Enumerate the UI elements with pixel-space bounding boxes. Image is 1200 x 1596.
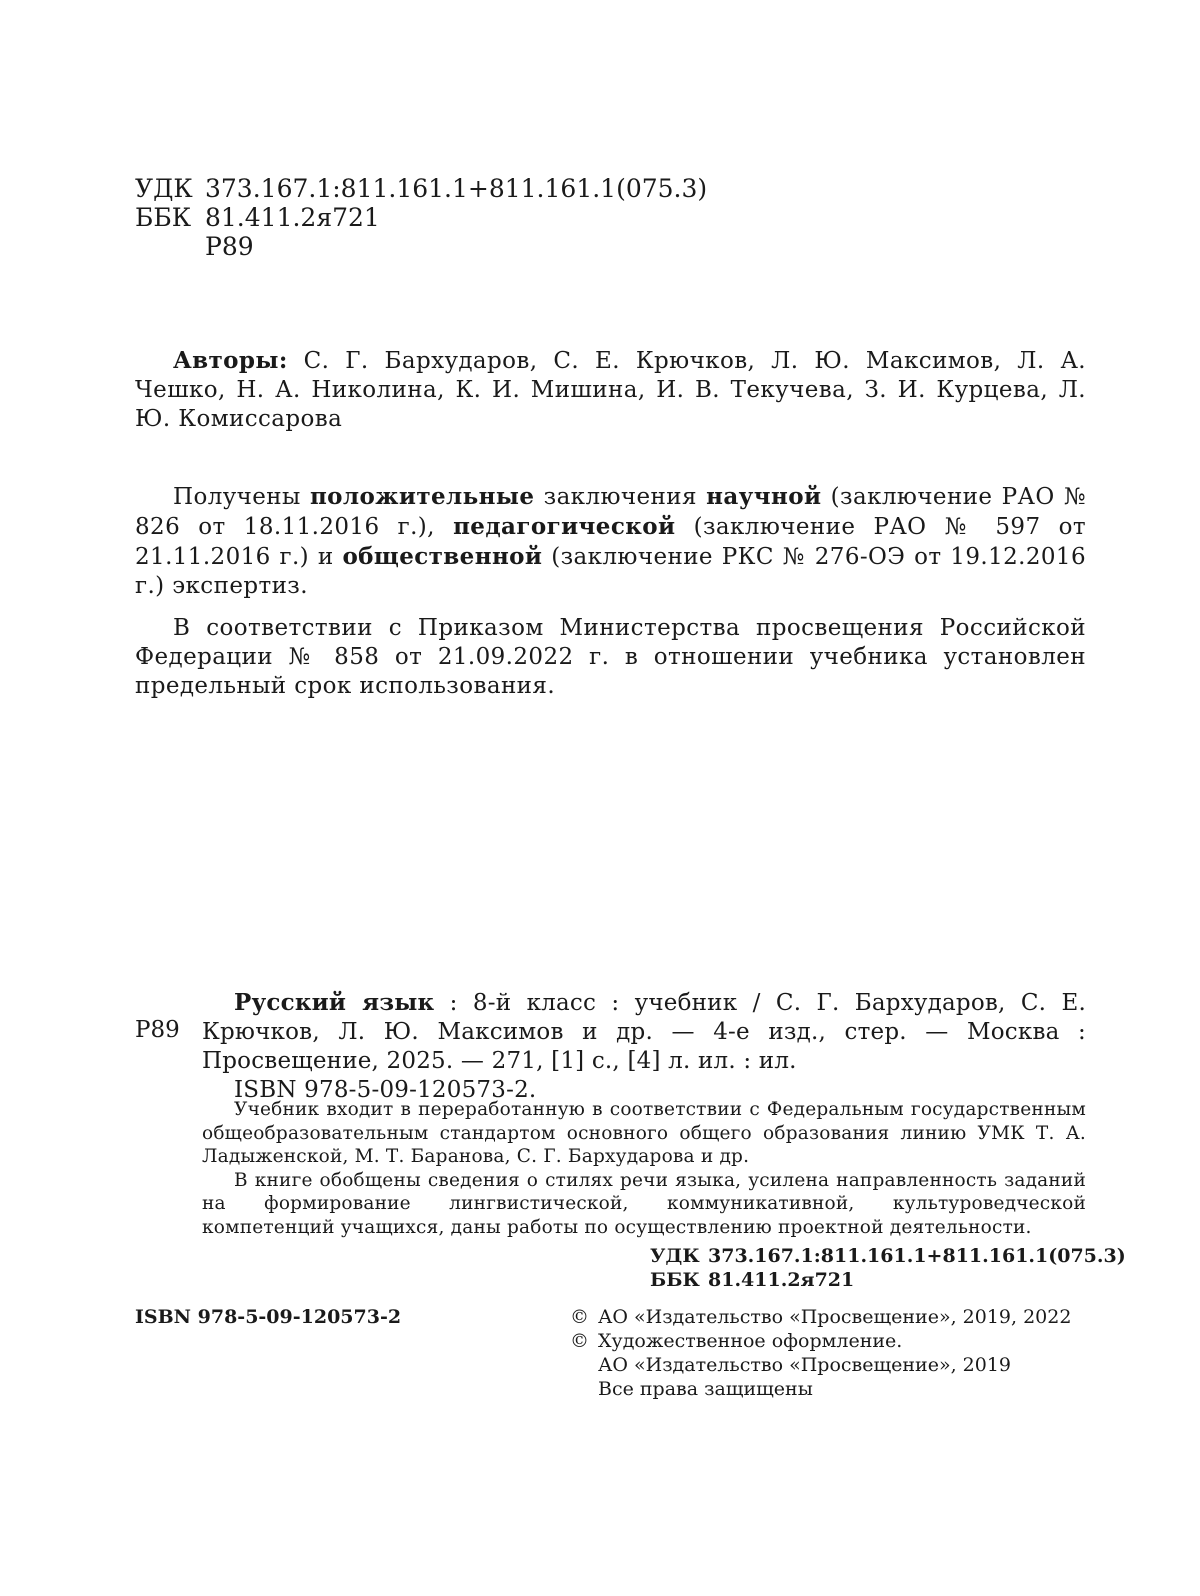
book-title: Русский язык: [234, 989, 435, 1016]
copyright-text: Художественное оформление.: [598, 1330, 903, 1352]
isbn-bottom: ISBN 978-5-09-120573-2: [135, 1306, 402, 1328]
book-description: : 8-й класс : учебник / С. Г. Бархударов, С. Е. Крючков, Л. Ю. Максимов и др. — 4-е изд., стер. — Москва : Просвещение, 2025. — 271, [1] с., [4] л. ил. : ил.: [202, 990, 1087, 1074]
bottom-bbk-line: [650, 1268, 1126, 1292]
expertise-bold: научной: [706, 483, 822, 510]
copyright-symbol: ©: [570, 1330, 589, 1352]
bottom-udk-value: 373.167.1:811.161.1+811.161.1(075.3): [708, 1245, 1126, 1267]
bottom-bbk-value: 81.411.2я721: [708, 1269, 855, 1291]
copyright-line: [570, 1305, 1085, 1329]
copyright-line: АО «Издательство «Просвещение», 2019: [598, 1354, 1011, 1376]
expertise-bold: положительные: [309, 483, 535, 510]
udk-label: УДК: [135, 174, 193, 203]
copyright-text: АО «Издательство «Просвещение», 2019, 2022: [598, 1306, 1072, 1328]
annotation-paragraph: В книге обобщены сведения о стилях речи языка, усилена направленность заданий на формирование лингвистической, коммуникативной, культуроведческой компетенций учащихся, даны работы по осуществлению проектной деятельности.: [202, 1169, 1086, 1238]
rights-reserved: Все права защищены: [598, 1378, 813, 1400]
bibliography-description: [202, 988, 1086, 1076]
annotation: [202, 1098, 1086, 1239]
bbk-value: 81.411.2я721: [205, 203, 380, 232]
expertise-text: (заключение РАО № 826 от 18.11.2016 г.),: [135, 484, 1086, 540]
bottom-codes: [650, 1244, 1126, 1292]
bottom-bbk-label: ББК: [650, 1269, 700, 1291]
copyright-line: [570, 1329, 1085, 1353]
order-note-paragraph: В соответствии с Приказом Министерства просвещения Российской Федерации № 858 от 21.09.2022 г. в отношении учебника установлен предельный срок использования.: [135, 615, 1086, 699]
authors-label: Авторы:: [173, 347, 288, 374]
bibliography-isbn: ISBN 978-5-09-120573-2.: [234, 1077, 537, 1103]
authors-list: С. Г. Бархударов, С. Е. Крючков, Л. Ю. Максимов, Л. А. Чешко, Н. А. Николина, К. И. Мишина, И. В. Текучева, З. И. Курцева, Л. Ю. Комиссарова: [135, 348, 1086, 432]
expertise-text: заключения: [534, 484, 707, 510]
bottom-udk-label: УДК: [650, 1245, 700, 1267]
bibliography-mark: Р89: [135, 1017, 180, 1043]
bbk-line: [135, 203, 707, 232]
copyright-block: [570, 1305, 1085, 1401]
expertise-text: (заключение РАО № 597 от 21.11.2016 г.) и: [135, 514, 1087, 570]
copyright-symbol: ©: [570, 1306, 589, 1328]
annotation-paragraph: Учебник входит в переработанную в соответствии с Федеральным государственным общеобразовательным стандартом основного общего образования линию УМК Т. А. Ладыженской, М. Т. Баранова, С. Г. Бархударова и др.: [202, 1099, 1086, 1167]
udk-line: [135, 174, 707, 203]
expertise-paragraph: [135, 482, 1086, 601]
author-mark: Р89: [205, 232, 254, 261]
expertise-bold: общественной: [342, 543, 543, 570]
bbk-label: ББК: [135, 203, 192, 232]
expertise-text: (заключение РКС № 276-ОЭ от 19.12.2016 г.) экспертиз.: [135, 544, 1086, 599]
expertise-bold: педагогической: [453, 513, 676, 540]
author-mark-line: [135, 232, 707, 261]
authors-paragraph: [135, 346, 1086, 434]
bottom-udk-line: [650, 1244, 1126, 1268]
udk-value: 373.167.1:811.161.1+811.161.1(075.3): [205, 174, 708, 203]
bibliography-entry: [202, 988, 1086, 1105]
classification-block: [135, 174, 707, 261]
expertise-text: Получены: [173, 484, 310, 510]
